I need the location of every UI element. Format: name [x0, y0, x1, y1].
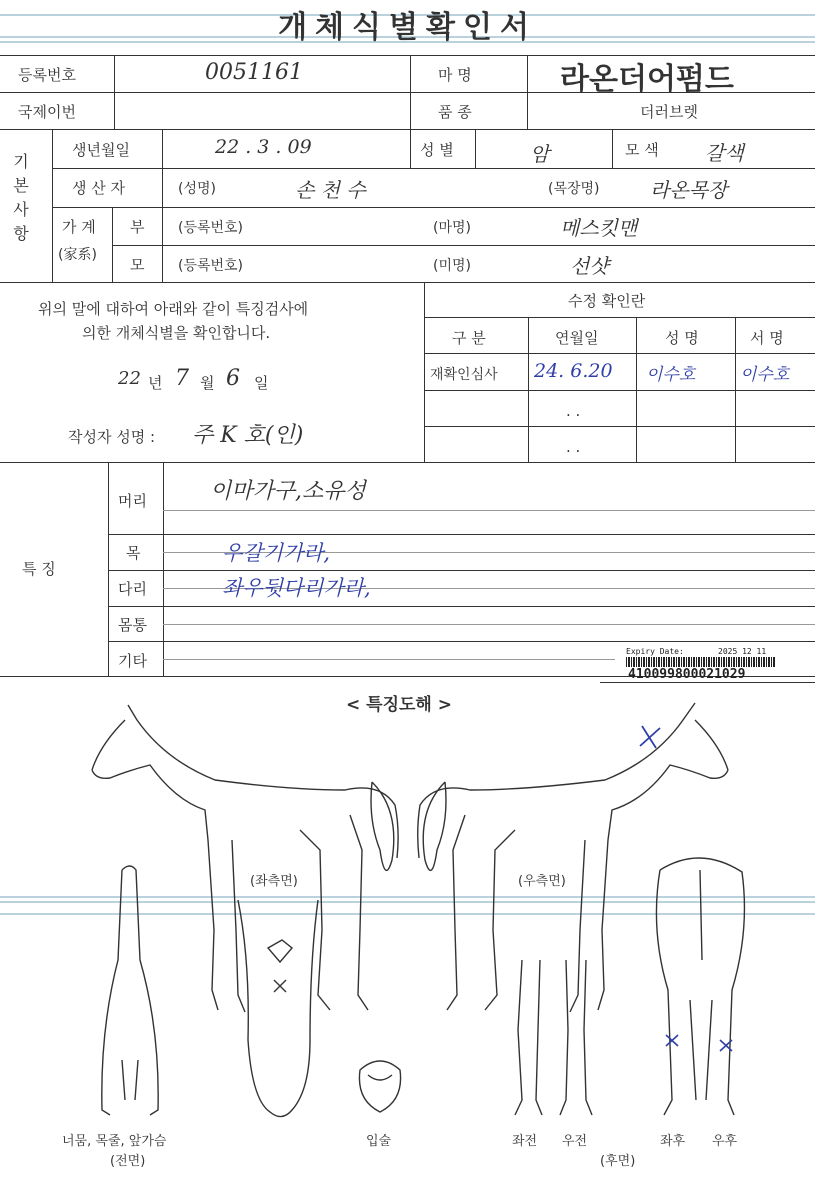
barcode-expiry-value: 2025 12 11 [718, 647, 767, 656]
birth-label: 생년월일 [72, 141, 130, 159]
front-left-caption: 좌전 [512, 1134, 538, 1149]
revision-row2-date: . . [566, 402, 581, 420]
front-sub-caption: (전면) [110, 1154, 146, 1169]
revision-col-date: 연월일 [555, 329, 599, 347]
diagram-title: < 특징도해 > [346, 695, 453, 715]
front-caption: 너뭄, 목줄, 앞가슴 [62, 1134, 167, 1149]
birth-value: 22 . 3 . 09 [215, 136, 312, 158]
feature-label-legs: 다리 [118, 580, 147, 598]
lips-drawing [359, 1061, 400, 1112]
sex-value: 암 [530, 142, 550, 166]
left-side-caption: (좌측면) [250, 874, 298, 889]
dam-reg-no-label: (등록번호) [178, 258, 244, 274]
writer-value: 주 K 호(인) [192, 423, 304, 448]
confirm-text-line1: 위의 말에 대하여 아래와 같이 특징검사에 [38, 300, 309, 318]
feature-value-head: 이마가구,소유성 [210, 479, 366, 504]
farm-value: 라온목장 [650, 178, 728, 202]
basic-section-label: 기본사항 [13, 152, 29, 243]
head-front-drawing [238, 900, 318, 1117]
revision-row-date: 24. 6.20 [534, 360, 613, 382]
confirm-day-value: 6 [226, 366, 240, 391]
color-label: 모 색 [625, 141, 659, 159]
feature-label-neck: 목 [126, 544, 141, 562]
revision-row-sign: 이수호 [740, 365, 790, 385]
hind-right-caption: 우후 [712, 1134, 738, 1149]
front-view-drawing [102, 866, 158, 1115]
revision-row-type: 재확인심사 [430, 367, 498, 383]
dam-label: 모 [130, 256, 145, 274]
barcode-number: 410099800021029 [628, 667, 746, 682]
breed-value: 더러브렛 [640, 103, 698, 121]
features-section-label: 특 징 [22, 560, 56, 578]
reg-no-value: 0051161 [205, 60, 303, 85]
breeder-name-label: (성명) [178, 181, 216, 197]
lips-caption: 입술 [366, 1134, 392, 1149]
farm-label: (목장명) [548, 181, 600, 197]
sex-label: 성 별 [420, 141, 454, 159]
left-side-horse-drawing [92, 705, 398, 1012]
front-right-caption: 우전 [562, 1134, 588, 1149]
front-legs-drawing [515, 960, 592, 1115]
revision-col-sign: 서 명 [750, 329, 784, 347]
confirm-month-label: 월 [200, 374, 215, 392]
hind-sub-caption: (후면) [600, 1154, 636, 1169]
confirm-year-label: 년 [148, 374, 163, 392]
writer-label: 작성자 성명 : [68, 428, 156, 446]
sire-name-value: 메스킷맨 [560, 216, 638, 240]
right-side-caption: (우측면) [518, 874, 566, 889]
right-side-horse-drawing [418, 703, 728, 1012]
hind-left-caption: 좌후 [660, 1134, 686, 1149]
sire-name-label: (마명) [433, 220, 471, 236]
color-value: 갈색 [705, 141, 744, 165]
intl-name-label: 국제이번 [18, 103, 76, 121]
sire-label: 부 [130, 218, 145, 236]
pedigree-hanja: (家系) [58, 247, 97, 263]
document-title: 개체식별확인서 [278, 10, 537, 45]
sire-reg-no-label: (등록번호) [178, 220, 244, 236]
confirm-month-value: 7 [175, 366, 189, 391]
breed-label: 품 종 [438, 103, 472, 121]
horse-name-value: 라온더어펌드 [560, 62, 734, 97]
breeder-name-value: 손 천 수 [295, 178, 366, 202]
feature-label-head: 머리 [118, 492, 147, 510]
dam-name-value: 선샷 [570, 254, 609, 278]
dam-name-label: (미명) [433, 258, 471, 274]
revision-row3-date: . . [566, 438, 581, 456]
revision-row-name: 이수호 [646, 365, 696, 385]
feature-value-neck: 우갈기가라, [222, 541, 331, 565]
revision-header: 수정 확인란 [568, 292, 646, 310]
confirm-text-line2: 의한 개체식별을 확인합니다. [82, 324, 271, 342]
revision-col-type: 구 분 [452, 329, 486, 347]
feature-label-other: 기타 [118, 652, 147, 670]
breeder-label: 생 산 자 [72, 179, 126, 197]
hind-view-drawing [656, 858, 744, 1115]
reg-no-label: 등록번호 [18, 66, 76, 84]
feature-label-body: 몸통 [118, 616, 147, 634]
revision-col-name: 성 명 [665, 329, 699, 347]
confirm-day-label: 일 [254, 374, 269, 392]
feature-value-legs: 좌우뒷다리가라, [222, 576, 371, 600]
horse-name-label: 마 명 [438, 66, 472, 84]
pedigree-label: 가 계 [62, 218, 96, 236]
confirm-year-value: 22 [118, 368, 141, 389]
barcode-expiry-label: Expiry Date: [626, 647, 684, 656]
